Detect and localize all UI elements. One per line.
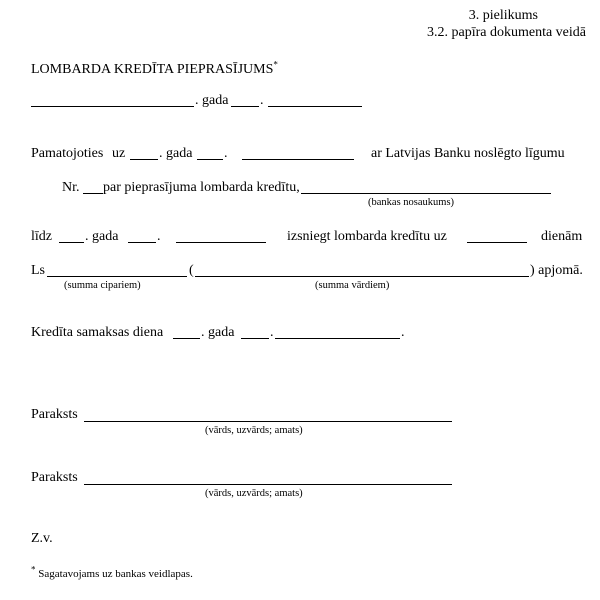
signature-2-label: Paraksts (31, 470, 78, 485)
repayment-gada-label: . gada (201, 325, 235, 340)
repayment-year2-blank[interactable] (241, 338, 269, 339)
until-year2-blank[interactable] (128, 242, 156, 243)
signature-1-blank[interactable] (84, 421, 452, 422)
footnote-text: Sagatavojams uz bankas veidlapas. (38, 568, 193, 580)
days-label: dienām (541, 229, 583, 244)
ludz-label: līdz (31, 229, 52, 244)
footnote (31, 564, 193, 580)
repayment-date-blank[interactable] (275, 338, 400, 339)
open-paren: ( (189, 263, 194, 278)
repayment-dot: . (270, 325, 274, 340)
agreement-year2-blank[interactable] (197, 159, 223, 160)
bank-name-caption: (bankas nosaukums) (368, 197, 455, 208)
date-gada-label: . gada (195, 93, 229, 108)
amount-digits-caption: (summa cipariem) (64, 280, 141, 291)
nr-label: Nr. (62, 180, 80, 195)
agreement-year-blank[interactable] (130, 159, 158, 160)
place-blank[interactable] (31, 106, 194, 107)
amount-words-caption: (summa vārdiem) (315, 280, 390, 291)
agreement-gada-label: . gada (159, 146, 193, 161)
agreement-number-blank[interactable] (83, 193, 103, 194)
appendix-subtitle: 3.2. papīra dokumenta veidā (426, 25, 586, 40)
signature-1-label: Paraksts (31, 407, 78, 422)
uz-label: uz (112, 146, 126, 161)
until-year-blank[interactable] (59, 242, 84, 243)
repayment-end-dot: . (401, 325, 405, 340)
until-gada-label: . gada (85, 229, 119, 244)
agreement-dot: . (224, 146, 228, 161)
until-dot: . (157, 229, 161, 244)
agreement-date-blank[interactable] (242, 159, 354, 160)
signature-2-blank[interactable] (84, 484, 452, 485)
days-count-blank[interactable] (467, 242, 527, 243)
pamatojoties-label: Pamatojoties (31, 146, 104, 161)
document-title (31, 59, 278, 78)
amount-words-blank[interactable] (195, 276, 529, 277)
title-footnote-mark: * (273, 59, 278, 70)
stamp-place-label: Z.v. (31, 531, 53, 546)
title-text: LOMBARDA KREDĪTA PIEPRASĪJUMS (31, 62, 274, 77)
until-date-blank[interactable] (176, 242, 266, 243)
year-blank[interactable] (231, 106, 259, 107)
issue-credit-text: izsniegt lombarda kredītu uz (287, 229, 447, 244)
date-dot: . (260, 93, 264, 108)
signature-2-caption: (vārds, uzvārds; amats) (205, 488, 303, 499)
day-month-blank[interactable] (268, 106, 362, 107)
agreement-text: ar Latvijas Banku noslēgto līgumu (371, 146, 565, 161)
amount-close: ) apjomā. (530, 263, 583, 278)
ls-label: Ls (31, 263, 45, 278)
footnote-mark: * (31, 564, 36, 575)
repayment-year-blank[interactable] (173, 338, 200, 339)
amount-digits-blank[interactable] (47, 276, 187, 277)
repayment-date-label: Kredīta samaksas diena (31, 325, 164, 340)
signature-1-caption: (vārds, uzvārds; amats) (205, 425, 303, 436)
request-text: par pieprasījuma lombarda kredītu, (103, 180, 300, 195)
bank-name-blank[interactable] (301, 193, 551, 194)
appendix-number: 3. pielikums (468, 8, 538, 23)
